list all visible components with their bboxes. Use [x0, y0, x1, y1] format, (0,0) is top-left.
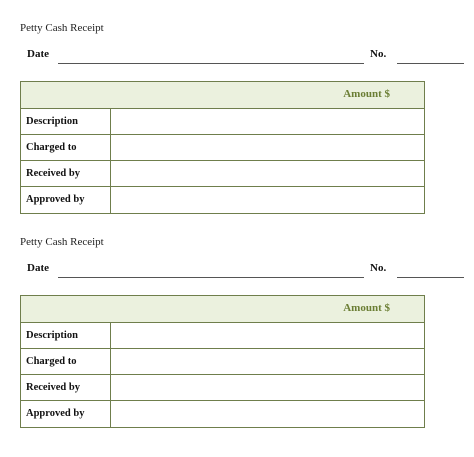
- table-row: [21, 187, 424, 213]
- amount-label: Amount $: [343, 88, 390, 100]
- date-label: Date: [27, 262, 49, 274]
- amount-label: Amount $: [343, 302, 390, 314]
- receipt-title: Petty Cash Receipt: [20, 236, 104, 248]
- receipt-table: [20, 81, 425, 214]
- table-row: [21, 375, 424, 401]
- number-field[interactable]: [397, 277, 464, 278]
- table-row: [21, 323, 424, 349]
- received-by-field[interactable]: [111, 161, 424, 186]
- amount-header: [21, 296, 424, 323]
- approved-by-label: Approved by: [21, 401, 111, 427]
- charged-to-field[interactable]: [111, 135, 424, 160]
- description-field[interactable]: [111, 109, 424, 134]
- approved-by-field[interactable]: [111, 187, 424, 213]
- received-by-label: Received by: [21, 375, 111, 400]
- table-row: [21, 161, 424, 187]
- date-field[interactable]: [58, 277, 364, 278]
- description-field[interactable]: [111, 323, 424, 348]
- description-label: Description: [21, 323, 111, 348]
- number-label: No.: [370, 262, 387, 274]
- charged-to-label: Charged to: [21, 135, 111, 160]
- charged-to-label: Charged to: [21, 349, 111, 374]
- approved-by-field[interactable]: [111, 401, 424, 427]
- date-field[interactable]: [58, 63, 364, 64]
- number-label: No.: [370, 48, 387, 60]
- amount-header: [21, 82, 424, 109]
- number-field[interactable]: [397, 63, 464, 64]
- received-by-field[interactable]: [111, 375, 424, 400]
- date-label: Date: [27, 48, 49, 60]
- approved-by-label: Approved by: [21, 187, 111, 213]
- charged-to-field[interactable]: [111, 349, 424, 374]
- table-row: [21, 135, 424, 161]
- table-row: [21, 109, 424, 135]
- description-label: Description: [21, 109, 111, 134]
- table-row: [21, 349, 424, 375]
- receipt-table: [20, 295, 425, 428]
- received-by-label: Received by: [21, 161, 111, 186]
- table-row: [21, 401, 424, 427]
- receipt-title: Petty Cash Receipt: [20, 22, 104, 34]
